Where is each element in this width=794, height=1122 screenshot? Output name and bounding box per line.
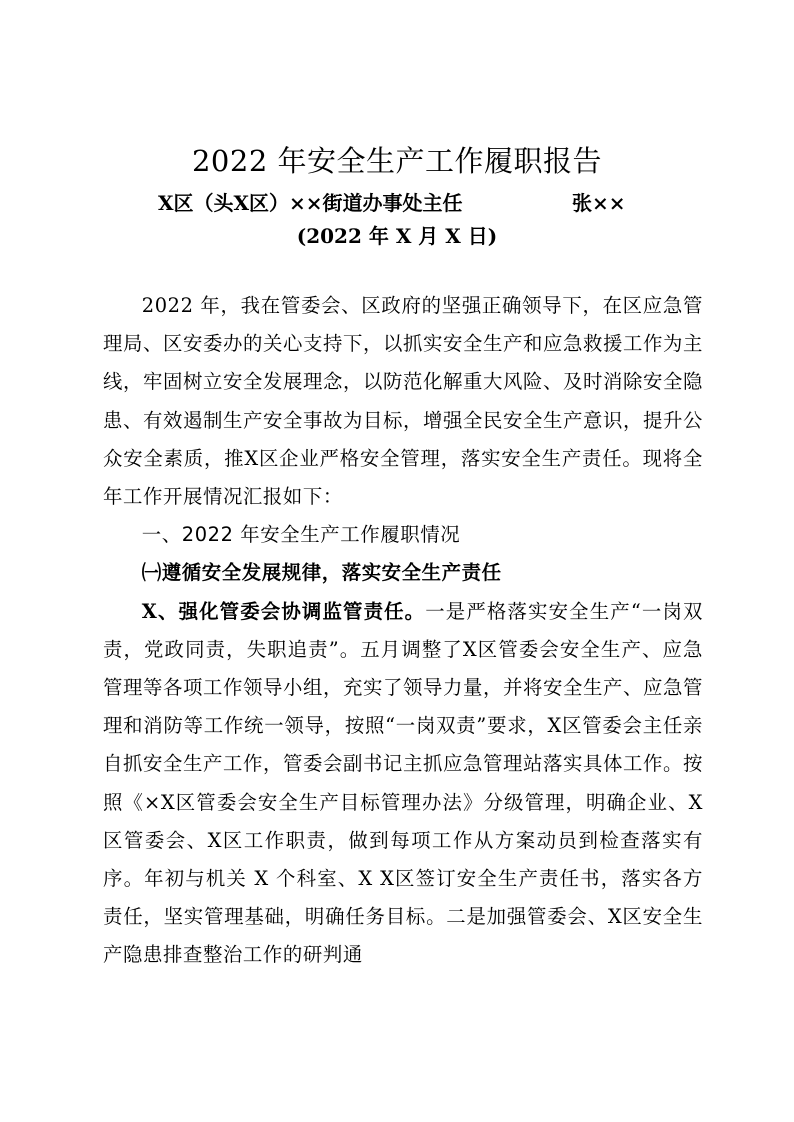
intro-paragraph: 2022 年，我在管委会、区政府的坚强正确领导下，在区应急管理局、区安委办的关心支持下，以抓实安全生产和应急救援工作为主线，牢固树立安全发展理念，以防范化解重大风险、及时消除安全隐患、有效遏制生产安全事故为目标，增强全民安全生产意识，提升公众安全素质，推X区企业严格安全管理，落实安全生产责任。现将全年工作开展情况汇报如下：	[103, 294, 703, 509]
document-title: 2022 年安全生产工作履职报告	[191, 144, 603, 178]
author-name: 张××	[572, 191, 626, 215]
section-heading: 一、2022 年安全生产工作履职情况	[141, 523, 461, 547]
document-date: (2022 年 X 月 X 日)	[296, 224, 498, 248]
body-paragraph	[103, 593, 703, 975]
document-body	[103, 287, 703, 975]
author-organization: X区（头X区）××街道办事处主任	[158, 191, 463, 215]
paragraph-text: 一是严格落实安全生产“一岗双责，党政同责，失职追责”。五月调整了X区管委会安全生产、应急管理等各项工作领导小组，充实了领导力量，并将安全生产、应急管理和消防等工作统一领导，按照“一岗双责”要求，X区管委会主任亲自抓安全生产工作，管委会副书记主抓应急管理站落实具体工作。按照《×X区管委会安全生产目标管理办法》分级管理，明确企业、X区管委会、X区工作职责，做到每项工作从方案动员到检查落实有序。年初与机关 X 个科室、X X区签订安全生产责任书，落实各方责任，坚实管理基础，明确任务目标。二是加强管委会、X区安全生产隐患排查整治工作的研判通	[103, 599, 703, 967]
paragraph-lead: X、强化管委会协调监管责任。	[141, 599, 426, 623]
subsection-heading: ㈠遵循安全发展规律，落实安全生产责任	[141, 561, 502, 585]
